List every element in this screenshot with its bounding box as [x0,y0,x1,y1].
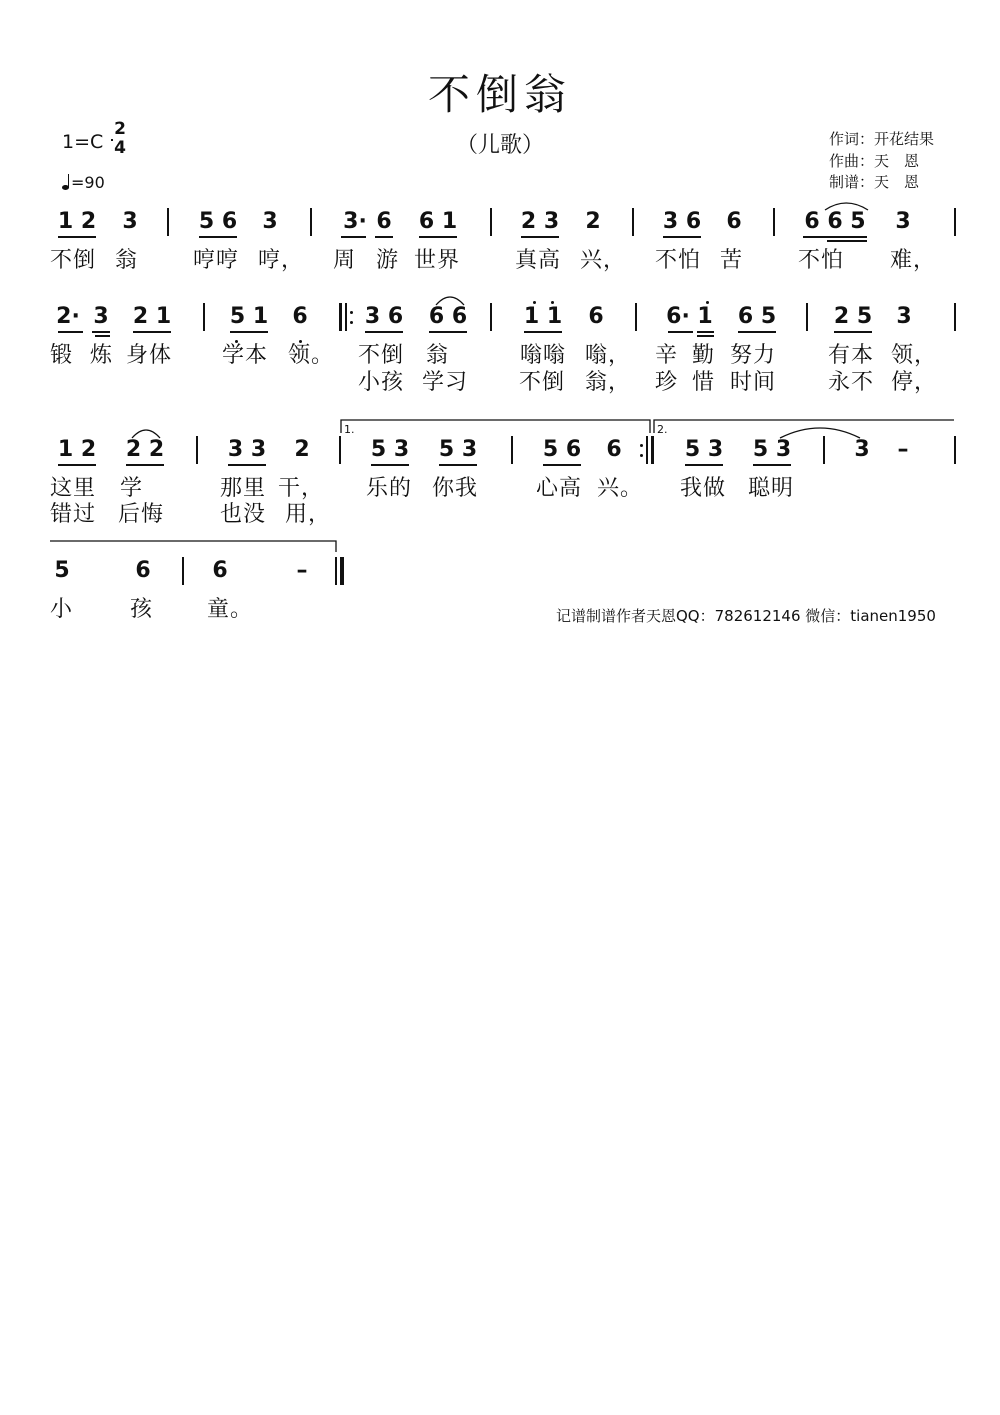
note-token: 6 [292,304,308,329]
lyric-syllable: 乐的 [366,476,413,501]
note-token: 6 [606,437,622,462]
lyric-syllable: 辛 [655,343,679,368]
slur-arc [436,297,464,305]
lyric-syllable: 锻 [50,343,74,368]
key-signature: 1=C [62,131,104,153]
note-token: 6 [135,558,151,583]
note-token: 3 [854,437,870,462]
lyric-syllable: 这里 [50,476,97,501]
lyric-syllable: 不倒 [50,248,97,273]
lyric-syllable: 时间 [730,370,777,395]
lyric-syllable: 翁 [115,248,139,273]
lyric-syllable: 不倒 [358,343,405,368]
arranger-credit: 制谱：天 恩 [829,173,920,191]
note-token: 2· [56,304,80,329]
note-token: 1 [697,304,713,329]
lyric-syllable: 学本 [222,343,269,368]
lyric-syllable: 童。 [207,597,254,622]
lyric-syllable: 聪明 [748,476,795,501]
slur-arc [132,430,160,438]
lyric-syllable: 领， [891,343,938,368]
slur-arc [780,428,860,438]
lyric-syllable: 周 [333,248,357,273]
note-token: 6 [726,209,742,234]
lyric-syllable: 也没 [220,502,267,527]
volta-2-bracket [654,420,954,433]
note-token: 5 6 [198,209,238,234]
note-token: 3 [896,304,912,329]
lyric-syllable: 领。 [288,343,335,368]
lyric-syllable: 嗡， [585,343,632,368]
lyric-syllable: 我做 [680,476,727,501]
slur-arc [825,203,868,210]
note-token: 6 6 [428,304,468,329]
note-token: 3 [122,209,138,234]
lyric-syllable: 你我 [432,476,479,501]
lyric-syllable: 哼哼 [193,248,240,273]
lyric-syllable: 珍 [655,370,679,395]
lyric-syllable: 有本 [828,343,875,368]
lyric-syllable: 惜 [692,370,716,395]
lyric-syllable: 永不 [828,370,875,395]
lyric-syllable: 学习 [422,370,469,395]
lyric-syllable: 后悔 [118,502,165,527]
note-token: 1 1 [523,304,563,329]
song-subtitle: （儿歌） [455,133,544,158]
lyric-syllable: 炼 [90,343,114,368]
volta-1-label: 1. [344,423,355,436]
lyric-syllable: 世界 [414,248,461,273]
note-token: 3 3 [227,437,267,462]
composer-credit: 作曲：天 恩 [829,152,920,170]
lyric-syllable: 那里 [220,476,267,501]
volta-1-bracket [341,420,650,433]
tempo-value: =90 [71,173,105,192]
lyric-syllable: 不怕 [798,248,845,273]
lyric-syllable: 兴， [580,248,627,273]
lyric-syllable: 心高 [536,476,583,501]
score-overlay [0,0,1000,650]
note-token: 5 3 [752,437,792,462]
note-token: 2 5 [833,304,873,329]
lyric-syllable: 嗡嗡 [520,343,567,368]
time-signature-bottom: 4 [114,138,126,158]
song-title: 不倒翁 [427,70,572,119]
note-token: 6 6 5 [804,209,866,234]
lyric-syllable: 学 [120,476,144,501]
lyric-syllable: 小孩 [358,370,405,395]
lyric-syllable: 不倒 [519,370,566,395]
lyricist-credit: 作词：开花结果 [829,130,935,148]
note-token: 2 1 [132,304,172,329]
note-token: 3 [262,209,278,234]
note-token: 2 2 [125,437,165,462]
lyric-syllable: 真高 [515,248,562,273]
note-token: 1 2 [57,209,97,234]
lyric-syllable: 哼， [258,248,305,273]
note-token: 6· [666,304,690,329]
lyric-syllable: 错过 [50,502,97,527]
note-token: 3· [343,209,367,234]
note-token: 5 6 [542,437,582,462]
lyric-syllable: 干， [278,476,325,501]
lyric-syllable: 兴。 [597,476,644,501]
time-signature-top: 2 [114,119,126,139]
note-token: 2 [585,209,601,234]
lyric-syllable: 苦 [720,248,744,273]
note-token: 6 5 [737,304,777,329]
note-token: 3 [93,304,109,329]
note-token: 6 1 [418,209,458,234]
note-token: 6 [212,558,228,583]
note-token: 5 3 [684,437,724,462]
note-token: 2 3 [520,209,560,234]
lyric-syllable: 停， [891,370,938,395]
lyric-syllable: 游 [376,248,400,273]
note-token: – [897,437,909,462]
lyric-syllable: 身体 [126,343,173,368]
note-token: – [296,558,308,583]
lyric-syllable: 努力 [730,343,777,368]
lyric-syllable: 不怕 [655,248,702,273]
lyric-syllable: 用， [285,502,332,527]
note-token: 6 [588,304,604,329]
lyric-syllable: 孩 [130,597,154,622]
volta-2-label: 2. [657,423,668,436]
note-token: 6 [376,209,392,234]
lyric-syllable: 难， [890,248,937,273]
lyric-syllable: 翁 [426,343,450,368]
continuation-bracket [50,541,336,552]
note-token: 3 [895,209,911,234]
lyric-syllable: 翁， [585,370,632,395]
footer-contact: 记谱制谱作者天恩QQ：782612146 微信：tianen1950 [556,607,936,625]
lyric-syllable: 勤 [692,343,716,368]
note-token: 5 1 [229,304,269,329]
note-token: 3 6 [364,304,404,329]
note-token: 5 3 [438,437,478,462]
note-token: 5 3 [370,437,410,462]
note-token: 2 [294,437,310,462]
note-token: 1 2 [57,437,97,462]
lyric-syllable: 小 [50,597,74,622]
note-token: 3 6 [662,209,702,234]
note-token: 5 [54,558,70,583]
